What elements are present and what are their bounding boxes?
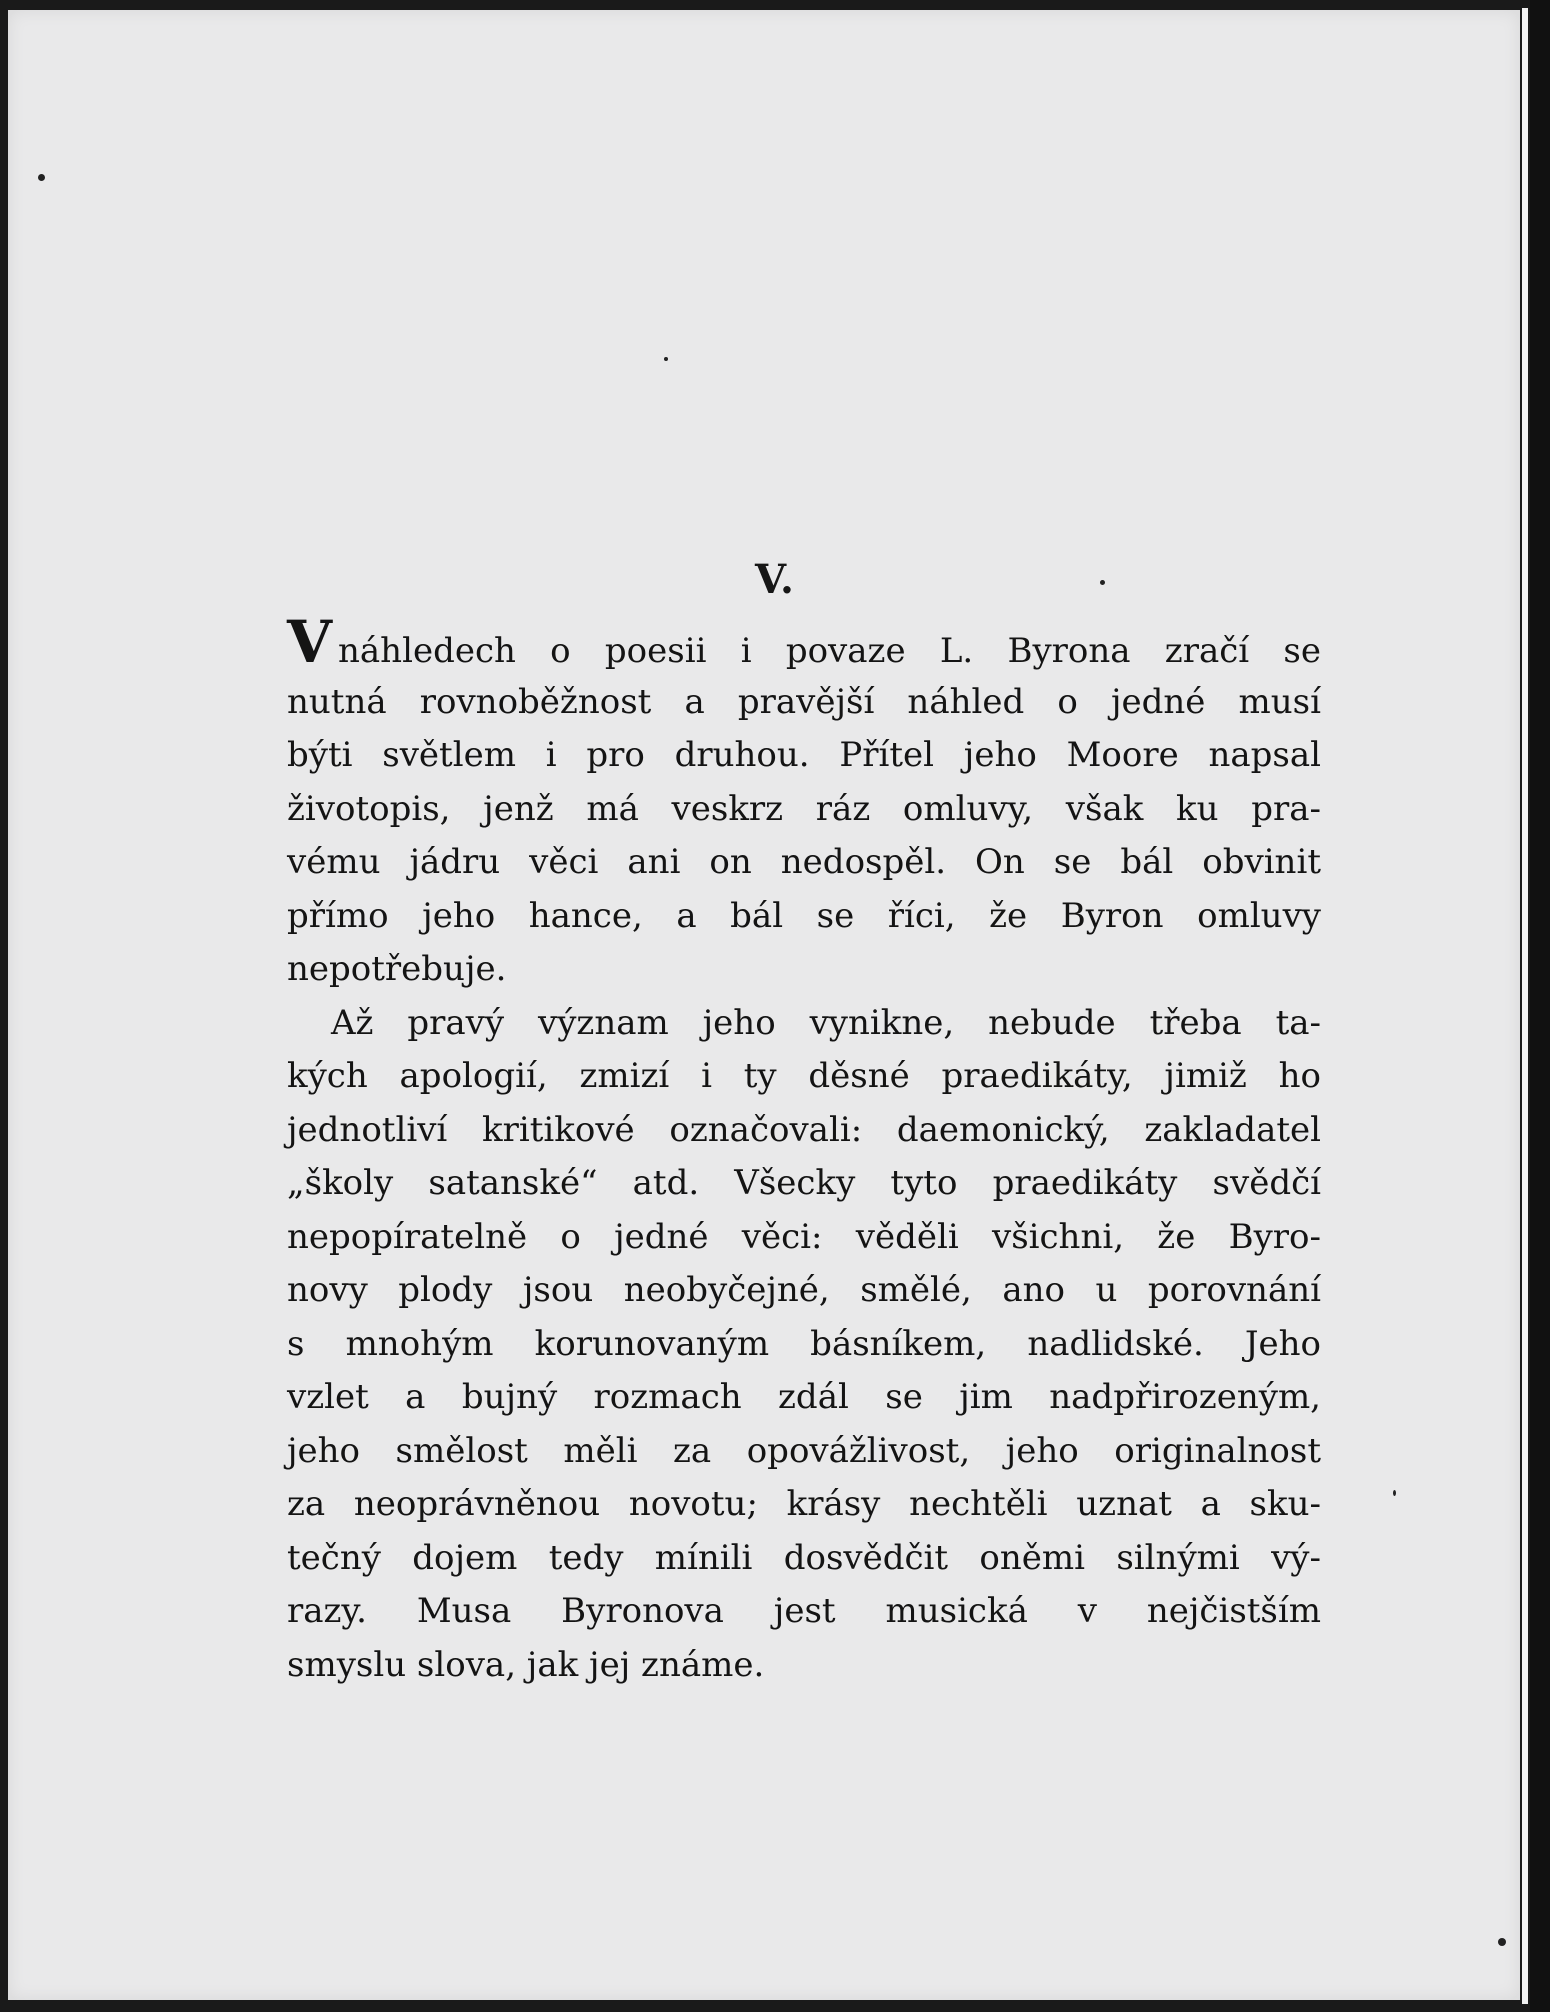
text-line: s mnohým korunovaným básníkem, nadlidské. Jeho xyxy=(287,1323,1321,1364)
text-line: razy. Musa Byronova jest musická v nejčistším xyxy=(287,1591,1321,1631)
chapter-heading: V. xyxy=(755,556,795,603)
body-text xyxy=(287,608,1321,1692)
text-line: býti světlem i pro druhou. Přítel jeho Moore napsal xyxy=(287,735,1321,775)
text-line: smyslu slova, jak jej známe. xyxy=(287,1644,765,1685)
text-line: „školy satanské“ atd. Všecky tyto praedikáty svědčí xyxy=(287,1163,1321,1203)
text-line: kých apologií, zmizí i ty děsné praedikáty, jimiž ho xyxy=(287,1056,1321,1096)
text-line: za neoprávněnou novotu; krásy nechtěli uznat a sku- xyxy=(287,1484,1321,1524)
scan-speck xyxy=(38,174,45,181)
text-line: nepopíratelně o jedné věci: věděli všichni, že Byro- xyxy=(287,1216,1321,1257)
text-line: jednotliví kritikové označovali: daemonický, zakladatel xyxy=(287,1109,1321,1150)
scan-speck xyxy=(664,357,668,361)
text-line: tečný dojem tedy mínili dosvědčit oněmi silnými vý- xyxy=(287,1537,1321,1578)
text-line: novy plody jsou neobyčejné, smělé, ano u porovnání xyxy=(287,1270,1321,1310)
page-edge-rule xyxy=(1522,8,1528,2004)
text-line: Až pravý význam jeho vynikne, nebude třeba ta- xyxy=(331,1002,1321,1043)
paragraph-2 xyxy=(287,997,1321,1693)
text-line: životopis, jenž má veskrz ráz omluvy, však ku pra- xyxy=(287,788,1321,829)
text-line: vému jádru věci ani on nedospěl. On se bál obvinit xyxy=(287,842,1321,882)
text-line: nepotřebuje. xyxy=(287,949,507,989)
text-line: vzlet a bujný rozmach zdál se jim nadpřirozeným, xyxy=(287,1377,1321,1417)
text-line: Vnáhledech o poesii i povaze L. Byrona zračí se xyxy=(287,608,1321,676)
paragraph-1 xyxy=(287,608,1321,997)
text-line: nutná rovnoběžnost a pravější náhled o jedné musí xyxy=(287,681,1321,722)
scan-speck xyxy=(1393,1490,1396,1496)
text-line: jeho smělost měli za opovážlivost, jeho originalnost xyxy=(287,1430,1321,1471)
text-line: přímo jeho hance, a bál se říci, že Byron omluvy xyxy=(287,895,1321,936)
scan-speck xyxy=(1498,1938,1506,1946)
drop-cap: V xyxy=(287,608,333,676)
scan-border xyxy=(1530,0,1550,2012)
